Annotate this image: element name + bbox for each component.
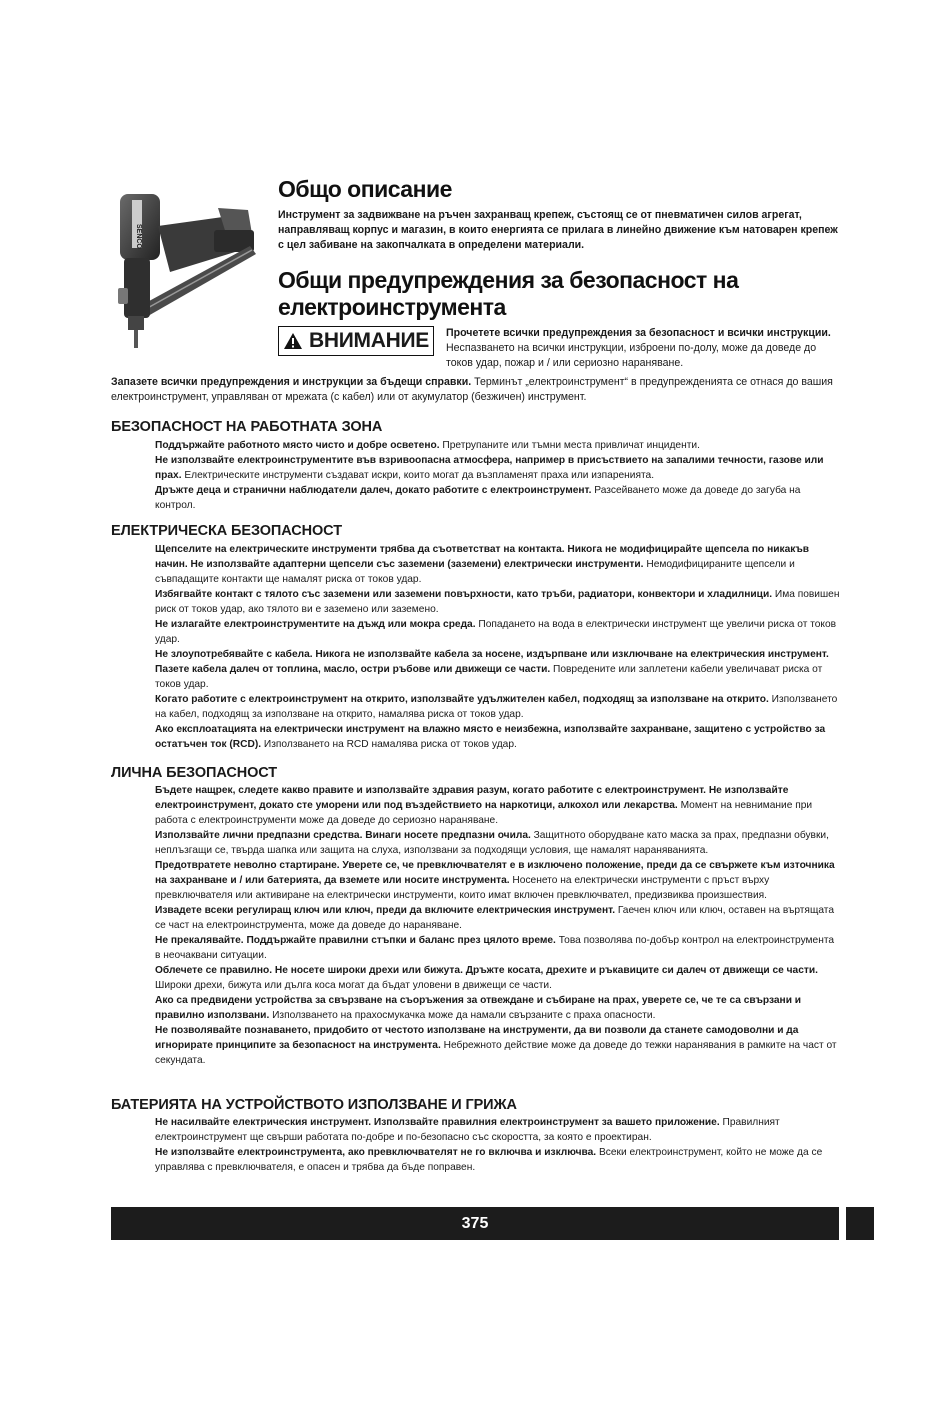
section-title: ЕЛЕКТРИЧЕСКА БЕЗОПАСНОСТ [111, 523, 342, 539]
page-number: 375 [461, 1214, 489, 1232]
general-section [278, 176, 838, 253]
section-title: БЕЗОПАСНОСТ НА РАБОТНАТА ЗОНА [111, 419, 383, 435]
list-item: Избягвайте контакт с тялото със заземени или заземени повърхности, като тръби, радиатори, конвектори и хладилници. Има повишен риск от токов удар, ако тялото ви е заземено или заземено. [155, 589, 840, 615]
list-item: Облечете се правилно. Не носете широки дрехи или бижута. Дръжте косата, дрехите и ръкавиците си далеч от движещи се части. Широки дрехи, бижута или дълга коса могат да бъдат уловени в движещи се части. [155, 965, 818, 991]
section-battery-items [155, 1115, 841, 1175]
warning-label: ВНИМАНИЕ [309, 329, 429, 352]
section-personal-items [155, 783, 841, 1068]
list-item: Не насилвайте електрическия инструмент. Използвайте правилния електроинструмент за вашето приложение. Правилният електроинструмент ще свърши работата по-добре и по-безопасно със скоростта, за която е проектиран. [155, 1117, 780, 1143]
warning-triangle-icon [283, 332, 303, 350]
section-electrical-items [155, 542, 841, 752]
section-electrical [111, 522, 841, 540]
footer-bar [111, 1207, 839, 1240]
list-item: Не използвайте електроинструментите във взривоопасна атмосфера, например в присъствието на запалими течности, газове или прах. Електрическите инструменти създават искри, които могат да възпламенят праха или изпаренията. [155, 455, 824, 481]
safety-heading-block [278, 267, 838, 321]
section-work-area [111, 418, 841, 436]
keep-instructions [111, 375, 841, 405]
list-item: Ако са предвидени устройства за свързване на съоръжения за отвеждане и събиране на прах, уверете се, че те са свързани и правилно използвани. Използването на прахосмукачка може да намали свързаните с праха опасности. [155, 995, 802, 1021]
list-item: Поддържайте работното място чисто и добре осветено. Претрупаните или тъмни места привличат инциденти. [155, 440, 700, 451]
list-item: Когато работите с електроинструмент на открито, използвайте удължителен кабел, подходящ за използване на открито. Използването на кабел, подходящ за използване на открито, намалява риска от токов удар. [155, 694, 838, 720]
list-item: Не прекалявайте. Поддържайте правилни стъпки и баланс през цялото време. Това позволява по-добър контрол на електроинструмента в неочаквани ситуации. [155, 935, 835, 961]
list-item: Не използвайте електроинструмента, ако превключвателят не го включва и изключва. Всеки електроинструмент, който не може да се управлява с превключвателя, е опасен и трябва да бъде поправен. [155, 1147, 823, 1173]
section-title: ЛИЧНА БЕЗОПАСНОСТ [111, 765, 278, 781]
keep-normal: Терминът „електроинструмент“ в предупрежденията се отнася до вашия електроинструмент, управляван от мрежата (с кабел) или от акумулатор (безжичен) инструмент. [111, 376, 833, 403]
list-item: Дръжте деца и странични наблюдатели далеч, докато работите с електроинструмент. Разсейването може да доведе до загуба на контрол. [155, 485, 801, 511]
keep-bold: Запазете всички предупреждения и инструкции за бъдещи справки. [111, 376, 472, 388]
section-personal [111, 764, 841, 782]
nailer-product-image [110, 188, 268, 353]
safety-title: Общи предупреждения за безопасност на електроинструмента [278, 267, 739, 320]
list-item: Ако експлоатацията на електрически инструмент на влажно място е неизбежна, използвайте захранване, защитено с устройство за остатъчен ток (RCD). Използването на RCD намалява риска от токов удар. [155, 724, 826, 750]
list-item: Не злоупотребявайте с кабела. Никога не използвайте кабела за носене, издърпване или изключване на електрическия инструмент. Пазете кабела далеч от топлина, масло, остри ръбове или движещи се части. Повредените или заплетени кабели увеличават риска от токов удар. [155, 649, 829, 690]
general-description: Инструмент за задвижване на ръчен захранващ крепеж, състоящ се от пневматичен силов агрегат, направляващ корпус и магазин, в които енергията се прилага в линейно движение към натоварен крепеж с цел забиване на закопчалката в определени материали. [278, 209, 838, 251]
warning-bold: Прочетете всички предупреждения за безопасност и всички инструкции. [446, 327, 831, 339]
list-item: Използвайте лични предпазни средства. Винаги носете предпазни очила. Защитното оборудване като маска за прах, предпазни обувки, неплъзгащи се, твърда шапка или защита на слуха, използвани за подходящи условия, ще намалят нараняванията. [155, 830, 829, 856]
warning-normal: Неспазването на всички инструкции, изброени по-долу, може да доведе до токов удар, пожар и / или сериозно нараняване. [446, 342, 817, 369]
list-item: Не излагайте електроинструментите на дъжд или мокра среда. Попадането на вода в електрически инструмент ще увеличи риска от токов удар. [155, 619, 837, 645]
warning-box [278, 326, 434, 356]
footer-tab [846, 1207, 874, 1240]
section-work-area-items [155, 438, 841, 513]
list-item: Предотвратете неволно стартиране. Уверете се, че превключвателят е в изключено положение, преди да се свържете към източника на захранване и / или батерията, да вземете или носите инструмента. Носенето на електрически инструменти с пръст върху превключвателя или активиране на електрически инструменти, които имат включен превключвател, предизвиква произшествия. [155, 860, 835, 901]
brand-label: SENCO [135, 224, 142, 249]
list-item: Извадете всеки регулиращ ключ или ключ, преди да включите електрическия инструмент. Гаечен ключ или ключ, оставен на въртящата се част на електроинструмента, може да доведе до нараняване. [155, 905, 834, 931]
list-item: Бъдете нащрек, следете какво правите и използвайте здравия разум, когато работите с електроинструмент. Не използвайте електроинструмент, докато сте уморени или под въздействието на наркотици, алкохол или лекарства. Момент на невнимание при работа с електроинструменти може да доведе до сериозно нараняване. [155, 785, 813, 826]
list-item: Щепселите на електрическите инструменти трябва да съответстват на контакта. Никога не модифицирайте щепсела по никакъв начин. Не използвайте адаптерни щепсели със заземени (заземени) електрически инструменти. Немодифицираните щепсели и съвпадащите контакти ще намалят риска от токов удар. [155, 544, 810, 585]
section-battery [111, 1096, 841, 1114]
general-title: Общо описание [278, 176, 452, 202]
list-item: Не позволявайте познаването, придобито от честото използване на инструменти, да ви позволи да станете самодоволни и да игнорирате принципите за безопасност на инструмента. Небрежното действие може да доведе до тежки наранявания в рамките на част от секундата. [155, 1025, 837, 1066]
section-title: БАТЕРИЯТА НА УСТРОЙСТВОТО ИЗПОЛЗВАНЕ И ГРИЖА [111, 1097, 517, 1113]
warning-text [446, 326, 838, 371]
